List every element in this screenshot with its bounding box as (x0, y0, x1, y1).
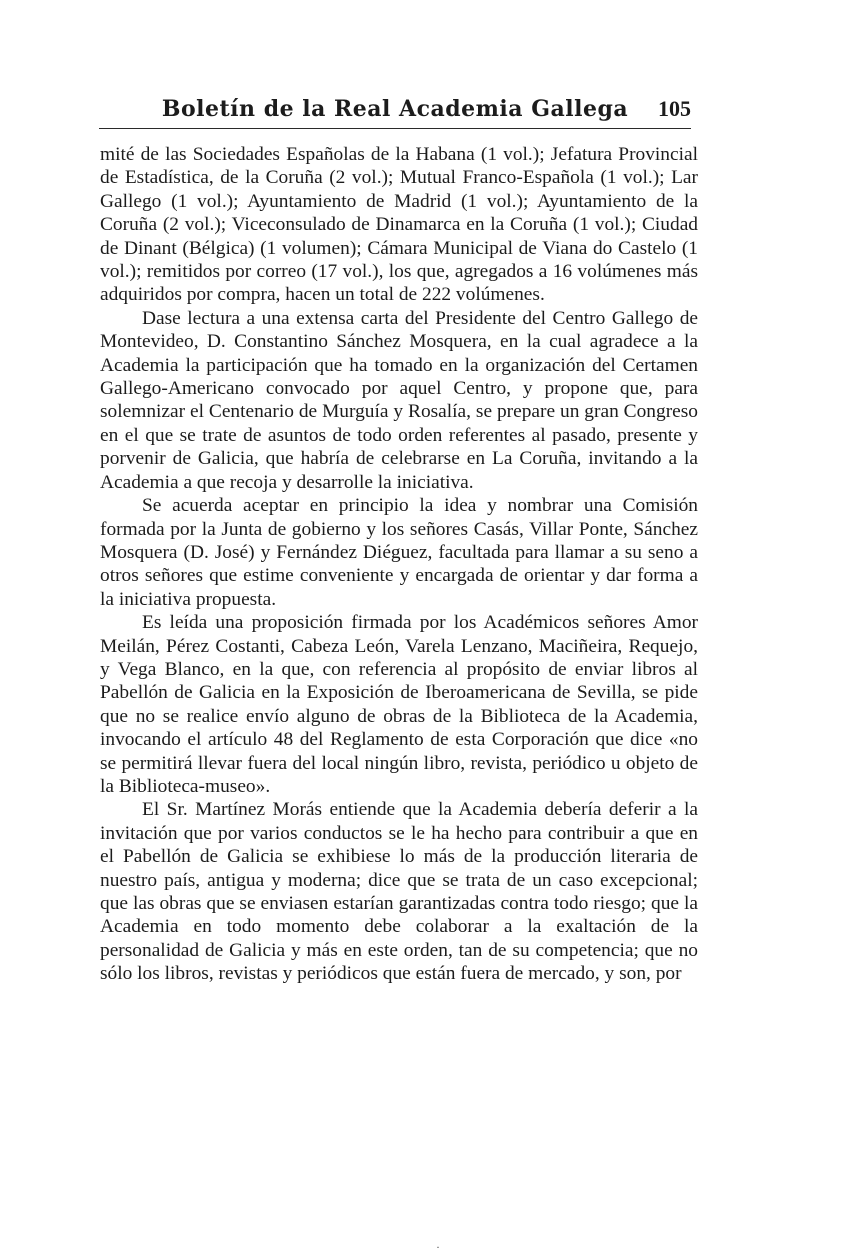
paragraph-4: Es leída una proposición firmada por los Académicos señores Amor Meilán, Pérez Costanti, Cabeza León, Varela Lenzano, Maciñeira, Requejo, y Vega Blanco, en la que, con referencia al propósito de enviar libros al Pabellón de Galicia en la Exposición de Iberoamericana de Sevilla, se pide que no se realice envío alguno de obras de la Biblioteca de la Academia, invocando el artículo 48 del Reglamento de esta Corporación que dice «no se permitirá llevar fuera del local ningún libro, revista, periódico u objeto de la Biblioteca-museo». (100, 612, 698, 797)
running-header (99, 94, 691, 129)
footer-mark: · (436, 1240, 440, 1254)
paragraph-5: El Sr. Martínez Morás entiende que la Academia debería deferir a la invitación que por varios conductos se le ha hecho para contribuir a que en el Pabellón de Galicia se exhibiese lo más de la producción literaria de nuestro país, antigua y moderna; dice que se trata de un caso excepcional; que las obras que se enviasen estarían garantizadas contra todo riesgo; que la Academia en todo momento debe colaborar a la exaltación de la personalidad de Galicia y más en este orden, tan de su competencia; que no sólo los libros, revistas y periódicos que están fuera de mercado, y son, por (100, 799, 698, 985)
paragraph-2: Dase lectura a una extensa carta del Presidente del Centro Gallego de Montevideo, D. Constantino Sánchez Mosquera, en la cual agradece a la Academia la participación que ha tomado en la organización del Certamen Gallego-Americano convocado por aquel Centro, y propone que, para solemnizar el Centenario de Murguía y Rosalía, se prepare un gran Congreso en el que se trate de asuntos de todo orden referentes al pasado, presente y porvenir de Galicia, que habría de celebrarse en La Coruña, invitando a la Academia a que recoja y desarrolle la iniciativa. (100, 307, 698, 493)
paragraph-1: mité de las Sociedades Españolas de la Habana (1 vol.); Jefatura Provincial de Estadística, de la Coruña (2 vol.); Mutual Franco-Española (1 vol.); Lar Gallego (1 vol.); Ayuntamiento de Madrid (1 vol.); Ayuntamiento de la Coruña (2 vol.); Viceconsulado de Dinamarca en la Coruña (1 vol.); Ciudad de Dinant (Bélgica) (1 volumen); Cámara Municipal de Viana do Castelo (1 vol.); remitidos por correo (17 vol.), los que, agregados a 16 volúmenes más adquiridos por compra, hacen un total de 222 volúmenes. (100, 144, 698, 306)
journal-title: Boletín de la Real Academia Gallega (161, 96, 629, 122)
body-text (100, 143, 698, 986)
paragraph-3: Se acuerda aceptar en principio la idea y nombrar una Comisión formada por la Junta de gobierno y los señores Casás, Villar Ponte, Sánchez Mosquera (D. José) y Fernández Diéguez, facultada para llamar a su seno a otros señores que estime conveniente y encargada de orientar y dar forma a la iniciativa propuesta. (100, 495, 698, 610)
page-number: 105 (658, 96, 691, 121)
